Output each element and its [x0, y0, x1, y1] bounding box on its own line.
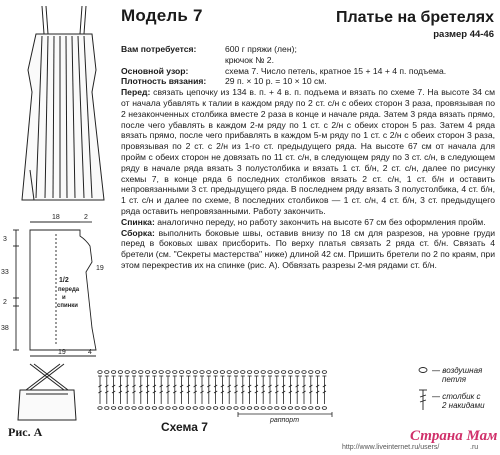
chart-chain-stitch [275, 407, 279, 410]
chart-chain-stitch-top-row [179, 371, 183, 374]
pattern-piece-diagram [0, 210, 120, 360]
chart-chain-stitch [268, 407, 272, 410]
chart-chain-stitch [220, 407, 224, 410]
gauge-row [121, 76, 495, 87]
legend-dtr [432, 392, 485, 410]
dim-bottom-right: 4 [88, 349, 92, 356]
chart-chain-stitch-top-row [213, 371, 217, 374]
chart-chain-stitch [179, 407, 183, 410]
back-paragraph [121, 217, 495, 228]
chart-chain-stitch [118, 407, 122, 410]
chart-chain-stitch-top-row [105, 371, 109, 374]
legend-chain [432, 366, 482, 384]
chart-chain-stitch-top-row [302, 371, 306, 374]
chart-chain-stitch-top-row [322, 371, 326, 374]
assembly-paragraph [121, 228, 495, 271]
chart-chain-stitch [213, 407, 217, 410]
figure-a-label: Рис. А [8, 425, 43, 439]
chart-chain-stitch [200, 407, 204, 410]
chart-chain-stitch [111, 407, 115, 410]
chart-chain-stitch [186, 407, 190, 410]
chart-chain-stitch-top-row [315, 371, 319, 374]
pattern-row [121, 66, 495, 77]
chart-chain-stitch [139, 407, 143, 410]
rapport-label: раппорт [270, 417, 300, 424]
chart-chain-stitch-top-row [125, 371, 129, 374]
chart-chain-stitch-top-row [227, 371, 231, 374]
back-label: Спинка: [121, 216, 155, 227]
chart-chain-stitch-top-row [159, 371, 163, 374]
piece-label-3: и [62, 295, 66, 301]
chart-chain-stitch [98, 407, 102, 410]
chart-chain-stitch [241, 407, 245, 410]
front-label: Перед: [121, 87, 151, 98]
chart-chain-stitch-top-row [193, 371, 197, 374]
watermark-url: http://www.liveinternet.ru/users/ [342, 444, 440, 451]
chart-chain-stitch-top-row [268, 371, 272, 374]
chart-chain-stitch-top-row [288, 371, 292, 374]
gauge-value: 29 п. × 10 р. = 10 × 10 см. [225, 76, 327, 87]
chart-chain-stitch-top-row [173, 371, 177, 374]
chart-chain-stitch-top-row [261, 371, 265, 374]
front-text: связать цепочку из 134 в. п. + 4 в. п. подъема и вязать по схеме 7. На высоте 34 см от начала убавлять к талии в каждом ряду по 2 ст. с/н с обеих сторон 3 раза, провязывая по 2 незаконченных столбика вместе 2 раза в конце и начале ряда. Затем 3 ряда вязать прямо, после чего убавлять в каждом 2-м ряду по 1 ст. с 2/н с обеих сторон 5 раз. Затем 4 ряда вязать прямо, после чего прибавлять в каждом 5-м ряду по 1 ст. с 2/н с обеих сторон 3 раза, провязывая по 2 ст. с 2/н из 1-го ст. предыдущего ряда. На высоте 67 см от начала для пройм с обеих сторон не довязать по 11 ст. с/н, в следующем ряду по 3 ст. с/н, в следующем ряду в начале ряда вязать 3 полустолбика и вязать 1 ст. б/н, 2 ст. с/н, далее по рисунку схемы 7, в конце ряда 6 последних столбиков вязать 2 ст. с/н, 1 ст. б/н и оставить непровязанными 3 ст. предыдущего ряда. В последнем ряду вязать 3 полустолбика, 4 ст. б/н, 1 ст. с/н и далее по схеме, 8 последних столбиков — 1 ст. с/н, 4 ст. б/н, 3 ст. предыдущего ряда оставить непровязанными. Работу закончить. [121, 87, 495, 216]
chart-chain-stitch-top-row [241, 371, 245, 374]
chart-chain-stitch [207, 407, 211, 410]
chart-chain-stitch [193, 407, 197, 410]
dim-top-right: 2 [84, 214, 88, 221]
legend-chain-line-1: — воздушная [432, 366, 483, 375]
chart-chain-stitch-top-row [281, 371, 285, 374]
size-line: размер 44-46 [433, 29, 494, 40]
chart-chain-stitch [302, 407, 306, 410]
materials-line-2: крючок № 2. [225, 54, 274, 65]
chart-chain-stitch [261, 407, 265, 410]
chart-chain-stitch [173, 407, 177, 410]
chart-chain-stitch-top-row [234, 371, 238, 374]
watermark-domain: .ru [470, 444, 479, 451]
chart-chain-stitch-top-row [247, 371, 251, 374]
front-paragraph [121, 87, 495, 217]
chart-chain-stitch [105, 407, 109, 410]
assembly-label: Сборка: [121, 227, 155, 238]
chart-chain-stitch [159, 407, 163, 410]
chain-stitch-icon [419, 368, 427, 373]
chart-chain-stitch-top-row [254, 371, 258, 374]
chart-chain-stitch-top-row [132, 371, 136, 374]
dim-left-3: 2 [3, 299, 7, 306]
piece-label-2: переда [58, 287, 80, 293]
pattern-label: Основной узор: [121, 65, 189, 76]
chart-chain-stitch-top-row [152, 371, 156, 374]
piece-label-4: спинки [57, 303, 78, 309]
dim-left-1: 3 [3, 236, 7, 243]
scheme-label: Схема 7 [161, 420, 208, 434]
chart-chain-stitch [288, 407, 292, 410]
chart-chain-stitch-top-row [145, 371, 149, 374]
pattern-value: схема 7. Число петель, кратное 15 + 14 + 4 п. подъема. [225, 65, 447, 76]
chart-chain-stitch [322, 407, 326, 410]
chart-chain-stitch [227, 407, 231, 410]
model-title: Модель 7 [121, 6, 203, 25]
watermark-brand: Страна Мам [410, 428, 498, 444]
dim-left-2: 33 [1, 269, 9, 276]
legend-chain-line-2: петля [442, 375, 467, 384]
materials-label: Вам потребуется: [121, 44, 197, 54]
chart-chain-stitch [281, 407, 285, 410]
chart-chain-stitch-top-row [111, 371, 115, 374]
legend-icons [414, 364, 434, 420]
dress-title: Платье на бретелях [335, 9, 494, 26]
chart-chain-stitch [132, 407, 136, 410]
double-treble-icon [419, 390, 427, 410]
chart-chain-stitch-top-row [98, 371, 102, 374]
chart-chain-stitch [295, 407, 299, 410]
chart-chain-stitch [166, 407, 170, 410]
instructions-text [121, 44, 495, 271]
chart-chain-stitch [254, 407, 258, 410]
chart-chain-stitch-top-row [207, 371, 211, 374]
chart-chain-stitch [125, 407, 129, 410]
chart-chain-stitch-top-row [166, 371, 170, 374]
chart-chain-stitch-top-row [200, 371, 204, 374]
legend-dtr-line-1: — столбик с [432, 392, 481, 401]
dress-illustration [0, 0, 120, 210]
dim-left-4: 38 [1, 325, 9, 332]
dim-right-1: 19 [96, 265, 104, 272]
materials-row [121, 44, 495, 55]
chart-chain-stitch [247, 407, 251, 410]
dim-top-left: 18 [52, 214, 60, 221]
chart-chain-stitch-top-row [139, 371, 143, 374]
chart-chain-stitch-top-row [295, 371, 299, 374]
figure-a-back-straps [12, 362, 82, 422]
back-text: аналогично переду, но работу закончить на высоте 67 см без оформления пройм. [157, 216, 486, 227]
assembly-text: выполнить боковые швы, оставив внизу по 18 см для разрезов, на уровне груди перед в боковых швах присборить. По верху платья связать 2 ряда ст. б/н. Связать 4 бретели (см. "Секреты мастерства" ниже) длиной 42 см. Пришить бретели по 2 по краям, при этом перекрестив их на спинке (рис. А). Обвязать разрезы 2-мя рядами ст. б/н. [121, 227, 496, 270]
piece-label-1: 1/2 [59, 277, 69, 284]
chart-chain-stitch [152, 407, 156, 410]
chart-chain-stitch-top-row [118, 371, 122, 374]
materials-row-2 [121, 55, 495, 66]
crochet-chart-scheme-7 [96, 368, 336, 414]
gauge-label: Плотность вязания: [121, 76, 207, 87]
dim-bottom-left: 19 [58, 349, 66, 356]
chart-chain-stitch [315, 407, 319, 410]
chart-chain-stitch [234, 407, 238, 410]
materials-line-1: 600 г пряжи (лен); [225, 44, 297, 54]
legend-dtr-line-2: 2 накидами [442, 401, 485, 410]
chart-chain-stitch-top-row [220, 371, 224, 374]
chart-chain-stitch [145, 407, 149, 410]
chart-chain-stitch [309, 407, 313, 410]
chart-chain-stitch-top-row [186, 371, 190, 374]
chart-chain-stitch-top-row [275, 371, 279, 374]
chart-chain-stitch-top-row [309, 371, 313, 374]
